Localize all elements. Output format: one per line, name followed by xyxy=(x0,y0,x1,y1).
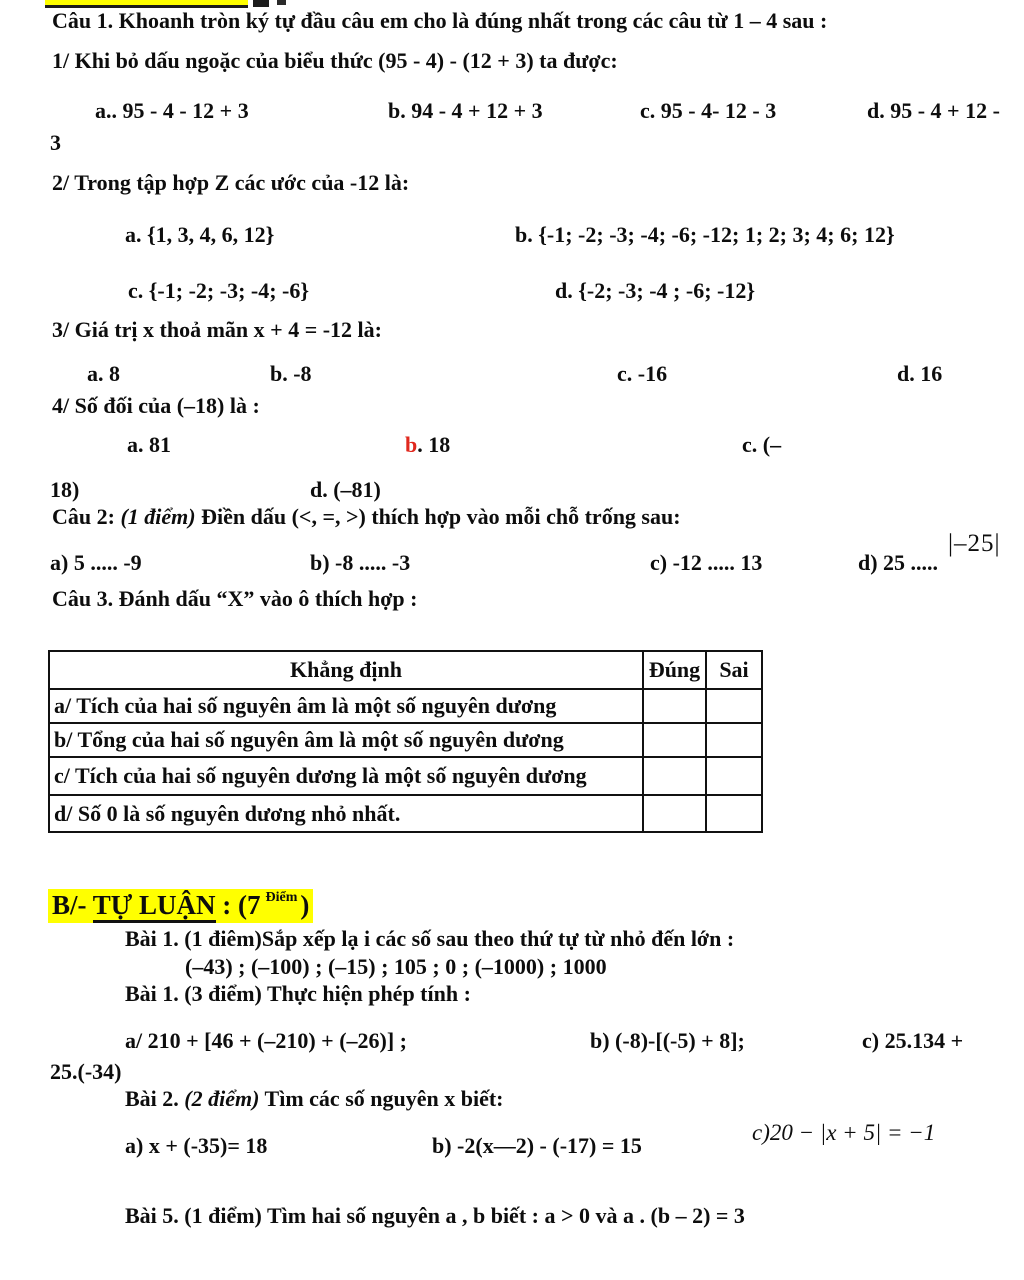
bai1b-part-a: a/ 210 + [46 + (–210) + (–26)] ; xyxy=(125,1028,408,1053)
answer-cell-dung xyxy=(643,795,706,832)
cau1-q4-option-b-text: . 18 xyxy=(417,432,451,457)
section-b-heading-points: : (7 xyxy=(215,890,261,920)
bai2-label-pre: Bài 2. xyxy=(125,1086,185,1111)
cau3-statement-table xyxy=(48,650,763,833)
cropped-heading-fragment xyxy=(253,0,269,7)
table-header-dung: Đúng xyxy=(643,651,706,689)
answer-cell-dung xyxy=(643,723,706,757)
cau1-q4-prompt: 4/ Số đối của (–18) là : xyxy=(52,393,260,418)
cau1-q2-option-d: d. {-2; -3; -4 ; -6; -12} xyxy=(555,278,756,303)
bai2-label-post: Tìm các số nguyên x biết: xyxy=(259,1086,504,1111)
bai2-label-points: (2 điểm) xyxy=(184,1086,260,1111)
answer-cell-sai xyxy=(706,689,762,723)
cau1-q4-option-c: c. (– xyxy=(742,432,782,457)
cau2-item-b: b) -8 ..... -3 xyxy=(310,550,411,575)
cropped-heading-fragment xyxy=(277,0,286,5)
bai1b-part-c-carry: 25.(-34) xyxy=(50,1059,122,1084)
cau2-title-pre: Câu 2: xyxy=(52,504,121,529)
section-b-heading-diem-superscript: Điểm xyxy=(263,890,301,906)
answer-cell-sai xyxy=(706,723,762,757)
cropped-heading-highlight xyxy=(45,0,248,8)
bai5-text: Bài 5. (1 điểm) Tìm hai số nguyên a , b biết : a > 0 và a . (b – 2) = 3 xyxy=(125,1203,745,1228)
cau1-q3-option-d: d. 16 xyxy=(897,361,943,386)
section-b-heading xyxy=(48,889,313,923)
cau3-title: Câu 3. Đánh dấu “X” vào ô thích hợp : xyxy=(52,586,418,611)
cau2-title xyxy=(52,504,681,530)
cau1-q4-option-b-marked: b xyxy=(405,432,418,457)
cau1-q4-option-d: d. (–81) xyxy=(310,477,381,502)
table-header-sai: Sai xyxy=(706,651,762,689)
bai1a-numbers: (–43) ; (–100) ; (–15) ; 105 ; 0 ; (–1000) ; 1000 xyxy=(185,954,607,979)
cau1-q4-option-c-carry: 18) xyxy=(50,477,80,502)
table-row-statement: b/ Tổng của hai số nguyên âm là một số nguyên dương xyxy=(49,723,643,757)
table-row-statement: a/ Tích của hai số nguyên âm là một số nguyên dương xyxy=(49,689,643,723)
bai1a-label: Bài 1. (1 điêm)Sắp xếp lạ i các số sau theo thứ tự từ nhỏ đến lớn : xyxy=(125,926,735,951)
cau1-q4-option-b xyxy=(405,432,450,458)
cau1-q2-option-a: a. {1, 3, 4, 6, 12} xyxy=(125,222,275,247)
cau2-item-d: d) 25 ..... xyxy=(858,550,939,575)
cau1-q1-option-d-carry: 3 xyxy=(50,130,61,155)
table-row-statement: d/ Số 0 là số nguyên dương nhỏ nhất. xyxy=(49,795,643,832)
table-header-statement: Khẳng định xyxy=(49,651,643,689)
section-b-heading-tu-luan: TỰ LUẬN xyxy=(93,890,216,923)
section-b-heading-pre: B/- xyxy=(52,890,93,920)
cau1-q1-option-b: b. 94 - 4 + 12 + 3 xyxy=(388,98,543,123)
bai1b-label: Bài 1. (3 điểm) Thực hiện phép tính : xyxy=(125,981,471,1006)
answer-cell-dung xyxy=(643,757,706,795)
bai2-part-b: b) -2(x—2) - (-17) = 15 xyxy=(432,1133,642,1158)
bai2-part-c-equation: c)20 − |x + 5| = −1 xyxy=(752,1120,936,1145)
cau1-q4-option-a: a. 81 xyxy=(127,432,171,457)
cau1-q3-option-c: c. -16 xyxy=(617,361,668,386)
cau2-item-d-absolute-value: |–25| xyxy=(948,530,1001,557)
cau1-q1-option-a: a.. 95 - 4 - 12 + 3 xyxy=(95,98,249,123)
cau1-q2-option-c: c. {-1; -2; -3; -4; -6} xyxy=(128,278,310,303)
answer-cell-sai xyxy=(706,757,762,795)
cau1-q1-prompt: 1/ Khi bỏ dấu ngoặc của biểu thức (95 - 4) - (12 + 3) ta được: xyxy=(52,48,618,73)
section-b-heading-close: ) xyxy=(300,890,310,920)
cau1-q2-prompt: 2/ Trong tập hợp Z các ước của -12 là: xyxy=(52,170,410,195)
cau1-q3-option-b: b. -8 xyxy=(270,361,312,386)
cau2-title-post: Điền dấu (<, =, >) thích hợp vào mỗi chỗ trống sau: xyxy=(195,504,681,529)
answer-cell-dung xyxy=(643,689,706,723)
cau2-item-c: c) -12 ..... 13 xyxy=(650,550,763,575)
cau1-q2-option-b: b. {-1; -2; -3; -4; -6; -12; 1; 2; 3; 4; 6; 12} xyxy=(515,222,895,247)
answer-cell-sai xyxy=(706,795,762,832)
cau1-q3-option-a: a. 8 xyxy=(87,361,120,386)
bai1b-part-c: c) 25.134 + xyxy=(862,1028,964,1053)
cau2-item-a: a) 5 ..... -9 xyxy=(50,550,142,575)
cau1-q1-option-c: c. 95 - 4- 12 - 3 xyxy=(640,98,777,123)
cau1-title: Câu 1. Khoanh tròn ký tự đầu câu em cho là đúng nhất trong các câu từ 1 – 4 sau : xyxy=(52,8,828,33)
cau1-q1-option-d: d. 95 - 4 + 12 - xyxy=(867,98,1000,123)
cau2-title-points: (1 điểm) xyxy=(120,504,196,529)
table-row-statement: c/ Tích của hai số nguyên dương là một số nguyên dương xyxy=(49,757,643,795)
bai2-part-a: a) x + (-35)= 18 xyxy=(125,1133,268,1158)
bai2-label xyxy=(125,1086,504,1112)
cau1-q3-prompt: 3/ Giá trị x thoả mãn x + 4 = -12 là: xyxy=(52,317,382,342)
bai1b-part-b: b) (-8)-[(-5) + 8]; xyxy=(590,1028,745,1053)
